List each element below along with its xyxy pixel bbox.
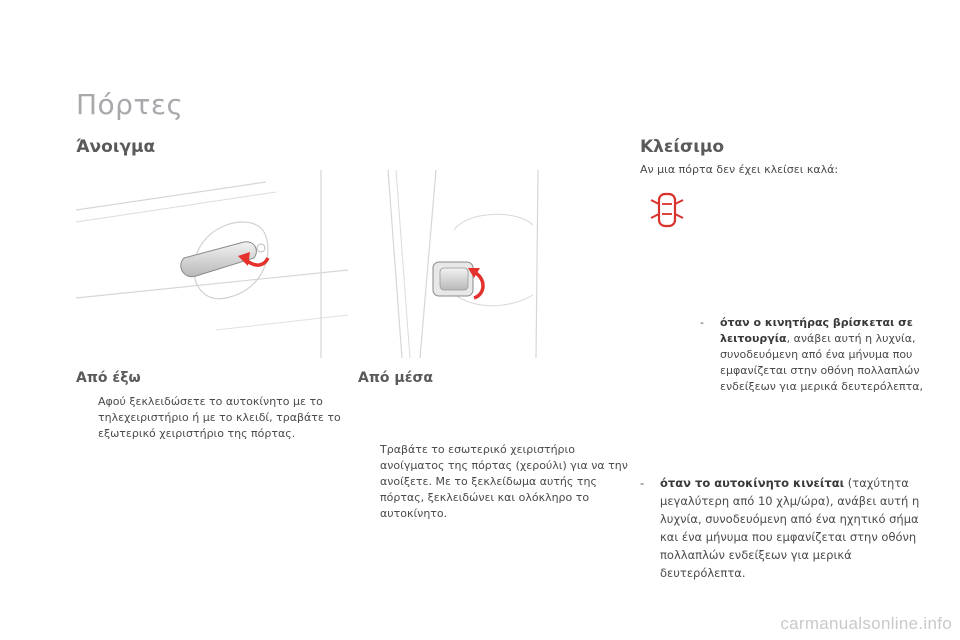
closing-item-vehicle-moving: - όταν το αυτοκίνητο κινείται (ταχύτητα μεγαλύτερη από 10 χλμ/ώρα), ανάβει αυτή η λυχνία, συνοδευόμενη από ένα ηχητικό σήμα και ένα μήνυμα που εμφανίζεται στην οθόνη πολλαπλών ενδείξεων για μερικά δευτερόλεπτα.	[640, 476, 920, 580]
door-open-warning-icon	[646, 190, 688, 230]
inside-instruction	[358, 442, 630, 522]
inside-door-handle-figure	[358, 170, 608, 358]
outside-door-handle-figure	[76, 170, 348, 358]
inside-subsection-title: Από μέσα	[358, 370, 434, 386]
closing-intro: Αν μια πόρτα δεν έχει κλείσει καλά:	[640, 163, 839, 176]
outside-door-handle-illustration	[76, 170, 348, 358]
inside-door-handle-illustration	[358, 170, 608, 358]
closing-item-engine-running-text: , ανάβει αυτή η λυχνία, συνοδευόμενη από ένα μήνυμα που εμφανίζεται στην οθόνη πολλαπλών ενδείξεων για μερικά δευτερόλεπτα,	[720, 332, 924, 393]
page-title: Πόρτες	[76, 88, 184, 121]
closing-section-title: Κλείσιμο	[640, 137, 725, 157]
closing-item-engine-running-bold: όταν ο κινητήρας βρίσκεται σε λειτουργία	[720, 316, 913, 345]
watermark: carmanualsonline.info	[780, 614, 952, 633]
closing-item-vehicle-moving-text: (ταχύτητα μεγαλύτερη από 10 χλμ/ώρα), ανάβει αυτή η λυχνία, συνοδευόμενη από ένα ηχητικό σήμα και ένα μήνυμα που εμφανίζεται στην οθόνη πολλαπλών ενδείξεων για μερικά δευτερόλεπτα.	[660, 476, 920, 580]
closing-item-engine-running: - όταν ο κινητήρας βρίσκεται σε λειτουργία, ανάβει αυτή η λυχνία, συνοδευόμενη από ένα μήνυμα που εμφανίζεται στην οθόνη πολλαπλών ενδείξεων για μερικά δευτερόλεπτα,	[700, 316, 924, 393]
inside-instruction-text: Τραβάτε το εσωτερικό χειριστήριο ανοίγματος της πόρτας (χερούλι) για να την ανοίξετε. Με το ξεκλείδωμα αυτής της πόρτας, ξεκλειδώνει και ολόκληρο το αυτοκίνητο.	[380, 443, 628, 520]
closing-item-vehicle-moving-bold: όταν το αυτοκίνητο κινείται	[660, 476, 845, 490]
outside-instruction	[76, 394, 356, 442]
outside-instruction-text: Αφού ξεκλειδώσετε το αυτοκίνητο με το τηλεχειριστήριο ή με το κλειδί, τραβάτε το εξωτερικό χειριστήριο της πόρτας.	[98, 395, 341, 440]
opening-section-title: Άνοιγμα	[76, 137, 156, 157]
outside-subsection-title: Από έξω	[76, 370, 141, 386]
